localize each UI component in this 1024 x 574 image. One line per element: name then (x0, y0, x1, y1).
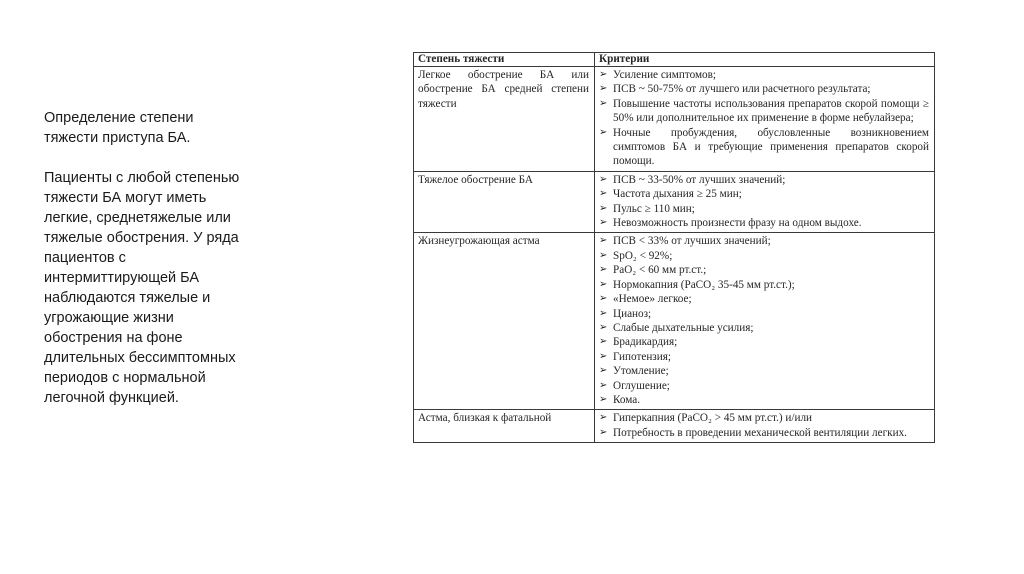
criteria-text: Утомление; (613, 365, 669, 378)
arrow-bullet-icon: ➢ (599, 350, 608, 362)
intro-heading: Определение степени тяжести приступа БА. (44, 110, 194, 146)
criteria-text: Брадикардия; (613, 336, 678, 349)
criteria-text: «Немое» легкое; (613, 293, 692, 306)
arrow-bullet-icon: ➢ (599, 307, 608, 319)
criteria-text: Усиление симптомов; (613, 69, 717, 81)
criteria-text: ПСВ ~ 50-75% от лучшего или расчетного результата; (613, 83, 871, 96)
criteria-text: SpO₂ < 92%; (613, 249, 673, 262)
criteria-item (599, 321, 929, 335)
criteria-item (599, 350, 929, 364)
criteria-item (599, 307, 929, 321)
criteria-text: Кома. (613, 393, 641, 406)
arrow-bullet-icon: ➢ (599, 321, 608, 333)
criteria-text: Нормокапния (PaCO₂ 35-45 мм рт.ст.); (613, 278, 795, 291)
arrow-bullet-icon: ➢ (599, 126, 608, 138)
criteria-cell (595, 410, 935, 443)
arrow-bullet-icon: ➢ (599, 217, 608, 229)
criteria-cell (595, 171, 935, 233)
criteria-list (599, 68, 929, 169)
arrow-bullet-icon: ➢ (599, 202, 608, 214)
criteria-item (599, 292, 929, 306)
arrow-bullet-icon: ➢ (599, 278, 608, 290)
header-criteria: Критерии (595, 53, 935, 67)
table-body (414, 67, 935, 443)
arrow-bullet-icon: ➢ (599, 336, 608, 348)
criteria-text: Цианоз; (613, 307, 652, 320)
criteria-list (599, 173, 929, 231)
arrow-bullet-icon: ➢ (599, 264, 608, 276)
severity-category: Легкое обострение БА или обострение БА средней степени тяжести (414, 67, 595, 172)
criteria-item (599, 411, 929, 425)
criteria-text: Слабые дыхательные усилия; (613, 321, 754, 334)
severity-category: Астма, близкая к фатальной (414, 410, 595, 443)
criteria-item (599, 263, 929, 277)
criteria-text: Частота дыхания ≥ 25 мин; (613, 188, 742, 201)
criteria-item (599, 68, 929, 82)
arrow-bullet-icon: ➢ (599, 83, 608, 95)
criteria-item (599, 82, 929, 96)
arrow-bullet-icon: ➢ (599, 412, 608, 424)
table-header-row (414, 53, 935, 67)
arrow-bullet-icon: ➢ (599, 97, 608, 109)
criteria-text: Пульс ≥ 110 мин; (613, 202, 695, 215)
criteria-text: Оглушение; (613, 379, 670, 392)
severity-criteria-table (413, 52, 935, 443)
criteria-item (599, 249, 929, 263)
criteria-list (599, 234, 929, 407)
table-row (414, 233, 935, 410)
arrow-bullet-icon: ➢ (599, 188, 608, 200)
criteria-text: PaO₂ < 60 мм рт.ст.; (613, 264, 707, 277)
header-severity: Степень тяжести (414, 53, 595, 67)
criteria-item (599, 335, 929, 349)
criteria-item (599, 202, 929, 216)
criteria-text: Повышение частоты использования препаратов скорой помощи ≥ 50% или дополнительное их применение в форме небулайзера; (613, 97, 929, 125)
arrow-bullet-icon: ➢ (599, 426, 608, 438)
table-row (414, 410, 935, 443)
arrow-bullet-icon: ➢ (599, 173, 608, 185)
criteria-item (599, 187, 929, 201)
criteria-item (599, 234, 929, 248)
criteria-text: Гипотензия; (613, 350, 671, 363)
criteria-item (599, 278, 929, 292)
arrow-bullet-icon: ➢ (599, 379, 608, 391)
table-row (414, 171, 935, 233)
criteria-cell (595, 233, 935, 410)
criteria-item (599, 364, 929, 378)
criteria-item (599, 97, 929, 126)
criteria-item (599, 126, 929, 169)
criteria-text: Невозможность произнести фразу на одном выдохе. (613, 217, 862, 230)
severity-category: Жизнеугрожающая астма (414, 233, 595, 410)
criteria-cell (595, 67, 935, 172)
criteria-item (599, 173, 929, 187)
arrow-bullet-icon: ➢ (599, 293, 608, 305)
arrow-bullet-icon: ➢ (599, 235, 608, 247)
arrow-bullet-icon: ➢ (599, 249, 608, 261)
criteria-item (599, 216, 929, 230)
criteria-text: ПСВ < 33% от лучших значений; (613, 235, 771, 248)
intro-body: Пациенты с любой степенью тяжести БА могут иметь легкие, среднетяжелые или тяжелые обострения. У ряда пациентов с интермиттирующей БА наблюдаются тяжелые и угрожающие жизни обострения на фоне длительных бессимптомных периодов с нормальной легочной функцией. (44, 170, 240, 406)
criteria-text: Потребность в проведении механической вентиляции легких. (613, 426, 907, 439)
criteria-text: Ночные пробуждения, обусловленные возникновением симптомов БА и требующие применения препаратов скорой помощи. (613, 126, 929, 168)
criteria-item (599, 379, 929, 393)
severity-category: Тяжелое обострение БА (414, 171, 595, 233)
criteria-text: Гиперкапния (PaCO₂ > 45 мм рт.ст.) и/или (613, 412, 813, 425)
arrow-bullet-icon: ➢ (599, 365, 608, 377)
intro-text (44, 108, 294, 408)
criteria-text: ПСВ ~ 33-50% от лучших значений; (613, 173, 786, 186)
criteria-list (599, 411, 929, 440)
arrow-bullet-icon: ➢ (599, 69, 608, 80)
criteria-item (599, 393, 929, 407)
table-row (414, 67, 935, 172)
criteria-item (599, 426, 929, 440)
arrow-bullet-icon: ➢ (599, 393, 608, 405)
